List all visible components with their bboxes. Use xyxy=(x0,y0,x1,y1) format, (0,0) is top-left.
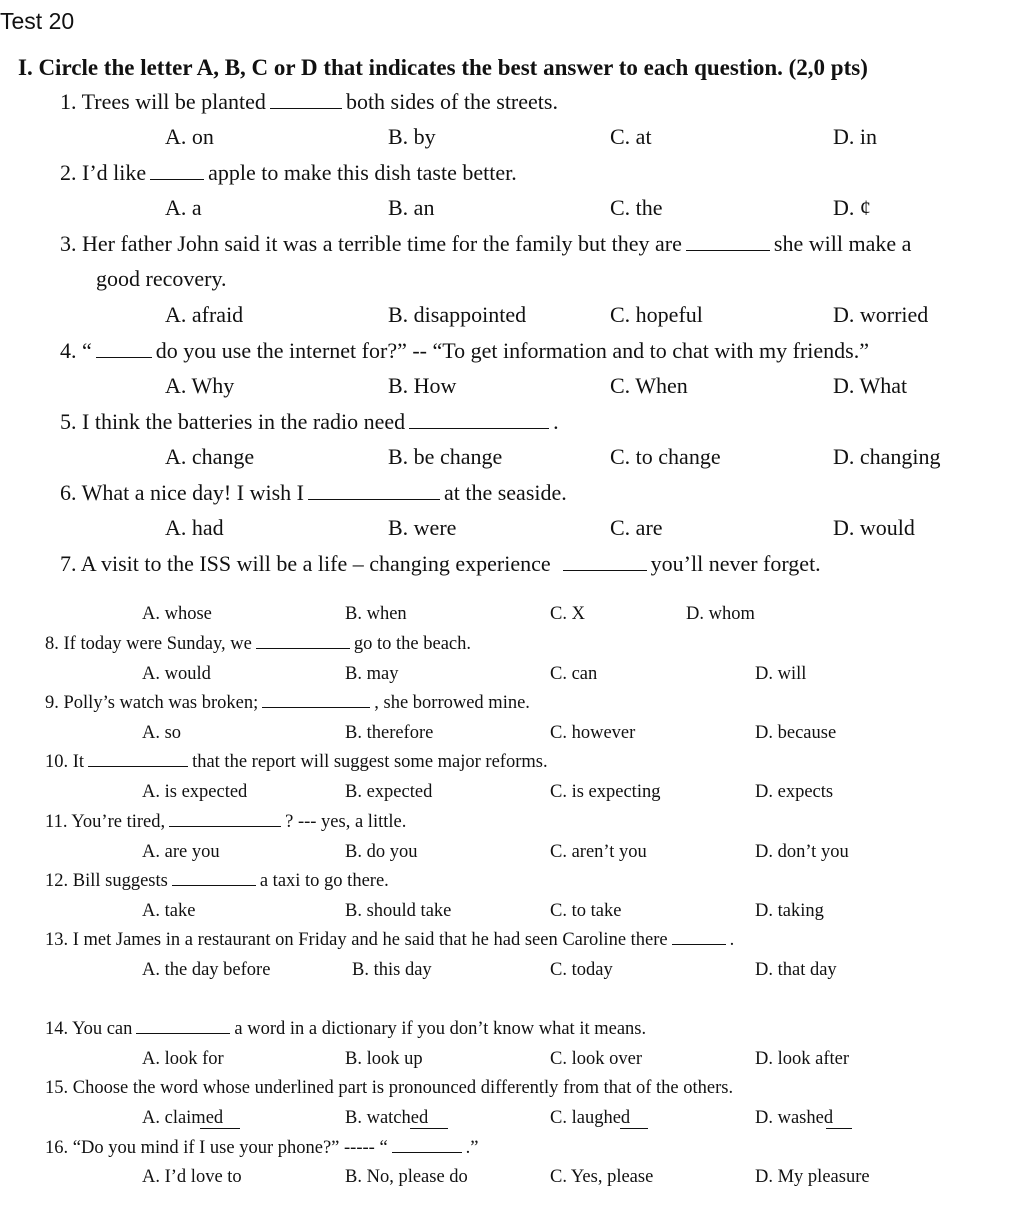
option-4a[interactable]: A. Why xyxy=(165,373,235,398)
question-10: 10. It that the report will suggest some major reforms. xyxy=(45,752,548,772)
option-13d[interactable]: D. that day xyxy=(755,960,837,980)
option-13c[interactable]: C. today xyxy=(550,960,613,980)
question-3: 3. Her father John said it was a terrible time for the family but they are she will make a xyxy=(60,231,912,256)
option-9a[interactable]: A. so xyxy=(142,723,182,743)
option-4b[interactable]: B. How xyxy=(388,373,457,398)
option-6b[interactable]: B. were xyxy=(388,515,457,540)
option-5d[interactable]: D. changing xyxy=(833,444,941,469)
option-9d[interactable]: D. because xyxy=(755,723,837,743)
question-5: 5. I think the batteries in the radio need . xyxy=(60,409,559,434)
option-12c[interactable]: C. to take xyxy=(550,901,622,921)
option-7a[interactable]: A. whose xyxy=(142,604,212,624)
underline-15a xyxy=(200,1128,240,1129)
question-7: 7. A visit to the ISS will be a life – changing experience you’ll never forget. xyxy=(60,551,821,576)
option-9b[interactable]: B. therefore xyxy=(345,723,434,743)
option-12a[interactable]: A. take xyxy=(142,901,196,921)
option-15b[interactable]: B. watched xyxy=(345,1108,429,1128)
option-5a[interactable]: A. change xyxy=(165,444,255,469)
option-3c[interactable]: C. hopeful xyxy=(610,302,703,327)
option-7d[interactable]: D. whom xyxy=(686,604,755,624)
option-14c[interactable]: C. look over xyxy=(550,1049,642,1069)
option-3a[interactable]: A. afraid xyxy=(165,302,244,327)
option-10c[interactable]: C. is expecting xyxy=(550,782,661,802)
option-11b[interactable]: B. do you xyxy=(345,842,418,862)
question-2: 2. I’d like apple to make this dish taste better. xyxy=(60,160,517,185)
option-2b[interactable]: B. an xyxy=(388,195,435,220)
option-10b[interactable]: B. expected xyxy=(345,782,433,802)
option-11d[interactable]: D. don’t you xyxy=(755,842,849,862)
option-1d[interactable]: D. in xyxy=(833,124,877,149)
question-8: 8. If today were Sunday, we go to the beach. xyxy=(45,634,471,654)
option-5c[interactable]: C. to change xyxy=(610,444,721,469)
option-14a[interactable]: A. look for xyxy=(142,1049,224,1069)
question-14: 14. You can a word in a dictionary if you don’t know what it means. xyxy=(45,1019,647,1039)
question-3-cont: good recovery. xyxy=(96,266,227,291)
test-title: Test 20 xyxy=(0,8,75,34)
option-13b[interactable]: B. this day xyxy=(352,960,432,980)
underline-15d xyxy=(826,1128,852,1129)
question-15: 15. Choose the word whose underlined part is pronounced differently from that of the others. xyxy=(45,1078,734,1098)
question-4: 4. “ do you use the internet for?” -- “To get information and to chat with my friends.” xyxy=(60,338,870,363)
section-heading: I. Circle the letter A, B, C or D that indicates the best answer to each question. (2,0 pts) xyxy=(18,55,868,80)
question-13: 13. I met James in a restaurant on Friday and he said that he had seen Caroline there . xyxy=(45,930,735,950)
question-6: 6. What a nice day! I wish I at the seaside. xyxy=(60,480,567,505)
option-2c[interactable]: C. the xyxy=(610,195,663,220)
option-3d[interactable]: D. worried xyxy=(833,302,929,327)
option-7c[interactable]: C. X xyxy=(550,604,585,624)
option-7b[interactable]: B. when xyxy=(345,604,407,624)
option-1c[interactable]: C. at xyxy=(610,124,652,149)
option-16a[interactable]: A. I’d love to xyxy=(142,1167,242,1187)
option-9c[interactable]: C. however xyxy=(550,723,636,743)
option-10d[interactable]: D. expects xyxy=(755,782,834,802)
option-6d[interactable]: D. would xyxy=(833,515,915,540)
option-4c[interactable]: C. When xyxy=(610,373,688,398)
underline-15c xyxy=(620,1128,648,1129)
option-1a[interactable]: A. on xyxy=(165,124,214,149)
question-11: 11. You’re tired, ? --- yes, a little. xyxy=(45,812,407,832)
option-2d[interactable]: D. ¢ xyxy=(833,195,871,220)
option-16d[interactable]: D. My pleasure xyxy=(755,1167,870,1187)
option-15c[interactable]: C. laughed xyxy=(550,1108,631,1128)
option-8a[interactable]: A. would xyxy=(142,664,211,684)
option-14d[interactable]: D. look after xyxy=(755,1049,850,1069)
option-8b[interactable]: B. may xyxy=(345,664,399,684)
question-16: 16. “Do you mind if I use your phone?” ----- “ .” xyxy=(45,1138,479,1158)
underline-15b xyxy=(410,1128,448,1129)
option-15d[interactable]: D. washed xyxy=(755,1108,834,1128)
option-8c[interactable]: C. can xyxy=(550,664,598,684)
option-1b[interactable]: B. by xyxy=(388,124,436,149)
question-12: 12. Bill suggests a taxi to go there. xyxy=(45,871,389,891)
option-12d[interactable]: D. taking xyxy=(755,901,824,921)
option-16b[interactable]: B. No, please do xyxy=(345,1167,468,1187)
option-5b[interactable]: B. be change xyxy=(388,444,503,469)
option-15a[interactable]: A. claimed xyxy=(142,1108,224,1128)
option-3b[interactable]: B. disappointed xyxy=(388,302,527,327)
option-11a[interactable]: A. are you xyxy=(142,842,220,862)
option-8d[interactable]: D. will xyxy=(755,664,807,684)
option-12b[interactable]: B. should take xyxy=(345,901,452,921)
option-14b[interactable]: B. look up xyxy=(345,1049,423,1069)
question-9: 9. Polly’s watch was broken; , she borrowed mine. xyxy=(45,693,530,713)
option-6c[interactable]: C. are xyxy=(610,515,663,540)
option-16c[interactable]: C. Yes, please xyxy=(550,1167,654,1187)
option-2a[interactable]: A. a xyxy=(165,195,202,220)
option-6a[interactable]: A. had xyxy=(165,515,224,540)
option-4d[interactable]: D. What xyxy=(833,373,908,398)
option-11c[interactable]: C. aren’t you xyxy=(550,842,647,862)
option-10a[interactable]: A. is expected xyxy=(142,782,248,802)
option-13a[interactable]: A. the day before xyxy=(142,960,271,980)
question-1: 1. Trees will be planted both sides of the streets. xyxy=(60,89,558,114)
